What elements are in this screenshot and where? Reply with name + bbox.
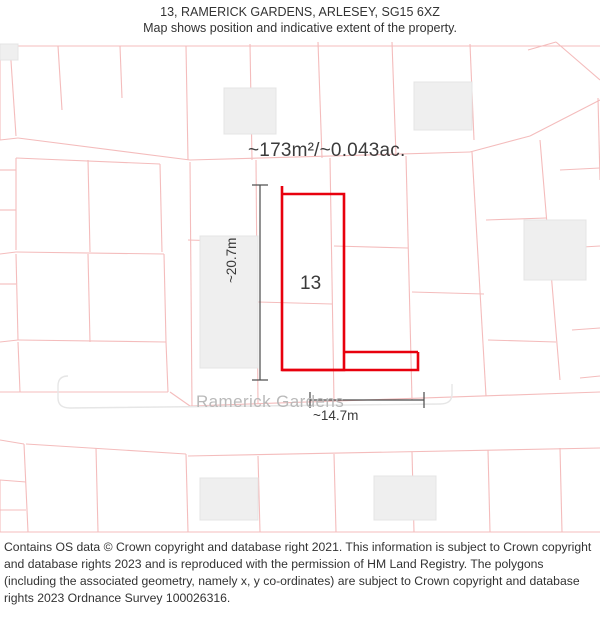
horizontal-dimension-label: ~14.7m <box>313 408 359 423</box>
page-title: 13, RAMERICK GARDENS, ARLESEY, SG15 6XZ <box>160 5 440 19</box>
vertical-dimension-label: ~20.7m <box>224 237 239 283</box>
building-footprints <box>0 44 586 520</box>
plot-outline-extension <box>282 352 418 370</box>
area-label: ~173m²/~0.043ac. <box>248 140 406 161</box>
map-canvas[interactable] <box>0 40 600 533</box>
copyright-text: Contains OS data © Crown copyright and database right 2021. This information is subject to Crown copyright and database rights 2023 and is reproduced with the permission of HM Land Registry. The polygons (including the associated geometry, namely x, y co-ordinates) are subject to Crown copyright and database rights 2023 Ordnance Survey 100026316. <box>4 540 592 605</box>
plot-number-label: 13 <box>300 273 322 294</box>
page-header <box>0 0 600 40</box>
street-name-label: Ramerick Gardens <box>196 392 345 411</box>
copyright-footer <box>0 533 600 625</box>
dimension-indicators <box>252 185 424 408</box>
page-subtitle: Map shows position and indicative extent of the property. <box>143 21 457 35</box>
